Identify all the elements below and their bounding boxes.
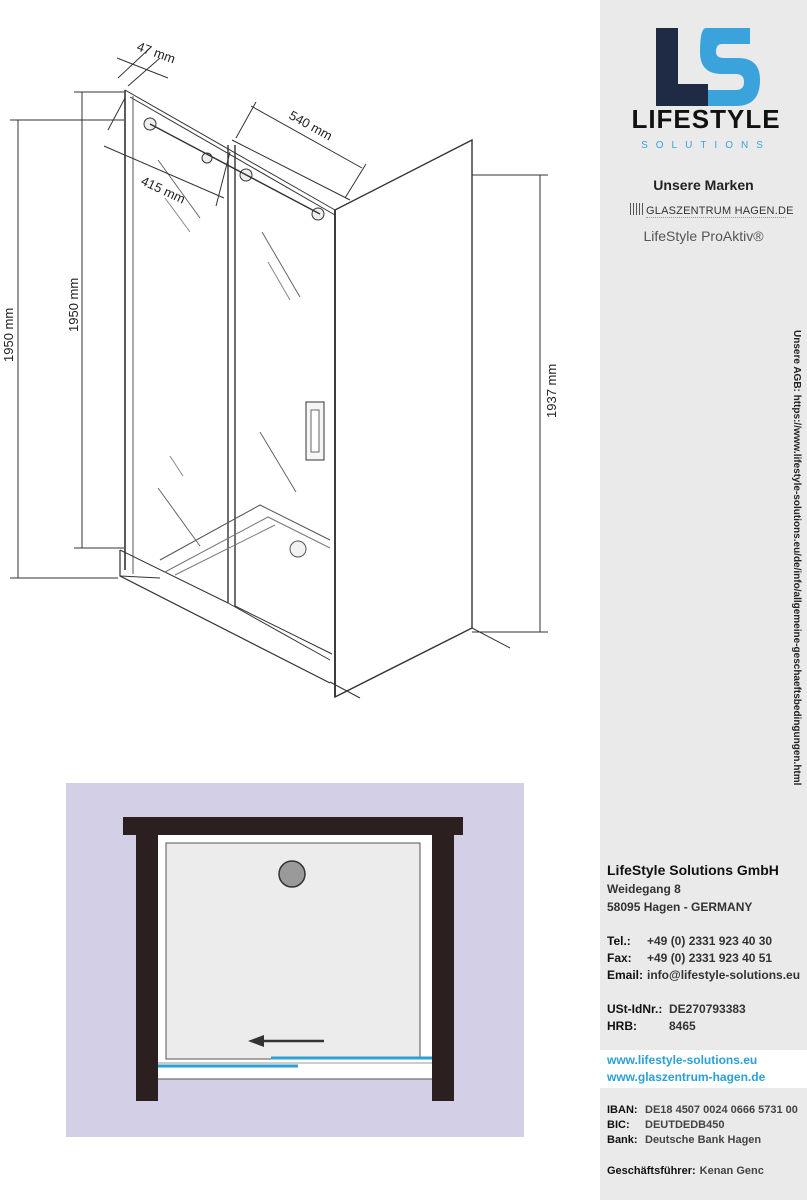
agb-link[interactable]: Unsere AGB: https://www.lifestyle-solutions.eu/de/info/allgemeine-geschaeftsbedingungen.html — [791, 330, 802, 786]
shower-technical-drawing — [0, 0, 600, 760]
ust-value: DE270793383 — [669, 1002, 746, 1016]
bank-value: Deutsche Bank Hagen — [645, 1134, 762, 1146]
tel-value[interactable]: +49 (0) 2331 923 40 30 — [647, 934, 773, 948]
website-links — [600, 1050, 807, 1088]
brand-glaszentrum-tagline — [646, 217, 786, 220]
lifestyle-logo — [610, 22, 802, 152]
hrb-value: 8465 — [669, 1019, 696, 1033]
dim-1950-inner: 1950 mm — [66, 277, 81, 332]
fax-row: Fax: +49 (0) 2331 923 40 51 — [607, 951, 773, 965]
dim-1950-outer: 1950 mm — [1, 307, 16, 362]
dim-415: 415 mm — [138, 173, 188, 207]
ust-row: USt-IdNr.: DE270793383 — [607, 1002, 746, 1016]
email-value[interactable]: info@lifestyle-solutions.eu — [647, 968, 801, 982]
iban-row: IBAN: DE18 4507 0024 0666 5731 00 — [607, 1104, 798, 1116]
company-street: Weidegang 8 — [607, 882, 681, 896]
email-row: Email: info@lifestyle-solutions.eu — [607, 968, 801, 982]
bic-row: BIC: DEUTDEDB450 — [607, 1119, 725, 1131]
glaszentrum-icon — [630, 203, 644, 215]
logo-subline: SOLUTIONS — [641, 140, 771, 151]
agb-vertical-text — [790, 330, 802, 786]
company-city: 58095 Hagen - GERMANY — [607, 900, 753, 914]
geschaeftsfuehrer-row: Geschäftsführer: Kenan Genc — [607, 1165, 764, 1177]
brand-glaszentrum — [630, 203, 794, 217]
dim-47: 47 mm — [134, 38, 178, 67]
logo-wordmark: LIFESTYLE — [631, 104, 781, 134]
link-glaszentrum-hagen[interactable]: www.glaszentrum-hagen.de — [607, 1070, 766, 1084]
dim-1937: 1937 mm — [544, 363, 559, 418]
brand-proaktiv: LifeStyle ProAktiv® — [643, 228, 764, 244]
bank-row: Bank: Deutsche Bank Hagen — [607, 1134, 762, 1146]
fax-value: +49 (0) 2331 923 40 51 — [647, 951, 773, 965]
dim-540: 540 mm — [286, 107, 335, 144]
floor-plan — [66, 783, 524, 1137]
brands-title: Unsere Marken — [653, 177, 754, 193]
tel-row: Tel.: +49 (0) 2331 923 40 30 — [607, 934, 773, 948]
iban-value: DE18 4507 0024 0666 5731 00 — [645, 1104, 798, 1116]
geschaeftsfuehrer-value: Kenan Genc — [699, 1165, 764, 1177]
link-lifestyle-solutions[interactable]: www.lifestyle-solutions.eu — [607, 1053, 758, 1067]
hrb-row: HRB: 8465 — [607, 1019, 696, 1033]
company-name: LifeStyle Solutions GmbH — [607, 862, 779, 878]
bic-value: DEUTDEDB450 — [645, 1119, 725, 1131]
brand-glaszentrum-label: GLASZENTRUM HAGEN.DE — [646, 205, 794, 217]
